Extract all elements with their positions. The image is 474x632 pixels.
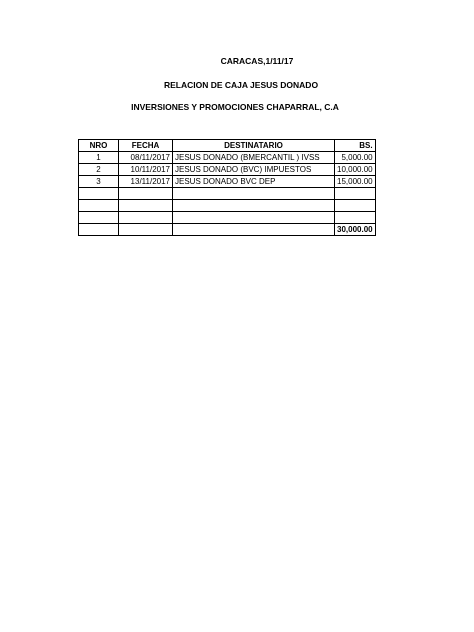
empty-row bbox=[79, 188, 376, 200]
cell-destinatario: JESUS DONADO (BMERCANTIL ) IVSS bbox=[173, 152, 335, 164]
document-date: CARACAS,1/11/17 bbox=[220, 56, 294, 66]
table-row bbox=[79, 152, 376, 164]
column-header-bs: BS. bbox=[335, 140, 376, 152]
empty-row bbox=[79, 212, 376, 224]
empty-cell bbox=[79, 200, 119, 212]
empty-cell bbox=[173, 224, 335, 236]
cell-fecha: 10/11/2017 bbox=[119, 164, 173, 176]
empty-cell bbox=[119, 212, 173, 224]
total-row bbox=[79, 224, 376, 236]
column-header-destinatario: DESTINATARIO bbox=[173, 140, 335, 152]
cell-nro: 1 bbox=[79, 152, 119, 164]
empty-row bbox=[79, 200, 376, 212]
cash-report-table bbox=[78, 139, 376, 236]
table-row bbox=[79, 176, 376, 188]
cell-fecha: 13/11/2017 bbox=[119, 176, 173, 188]
empty-cell bbox=[79, 212, 119, 224]
document-title: RELACION DE CAJA JESUS DONADO bbox=[163, 80, 319, 90]
empty-cell bbox=[335, 200, 376, 212]
cell-bs: 15,000.00 bbox=[335, 176, 376, 188]
cell-destinatario: JESUS DONADO BVC DEP bbox=[173, 176, 335, 188]
table-row bbox=[79, 164, 376, 176]
empty-cell bbox=[119, 188, 173, 200]
empty-cell bbox=[335, 212, 376, 224]
empty-cell bbox=[173, 188, 335, 200]
cell-destinatario: JESUS DONADO (BVC) IMPUESTOS bbox=[173, 164, 335, 176]
total-amount: 30,000.00 bbox=[335, 224, 376, 236]
empty-cell bbox=[119, 224, 173, 236]
empty-cell bbox=[173, 200, 335, 212]
cell-bs: 5,000.00 bbox=[335, 152, 376, 164]
cell-fecha: 08/11/2017 bbox=[119, 152, 173, 164]
empty-cell bbox=[79, 188, 119, 200]
empty-cell bbox=[79, 224, 119, 236]
cell-nro: 2 bbox=[79, 164, 119, 176]
cell-bs: 10,000.00 bbox=[335, 164, 376, 176]
empty-cell bbox=[119, 200, 173, 212]
empty-cell bbox=[335, 188, 376, 200]
column-header-fecha: FECHA bbox=[119, 140, 173, 152]
empty-cell bbox=[173, 212, 335, 224]
column-header-nro: NRO bbox=[79, 140, 119, 152]
table-header-row bbox=[79, 140, 376, 152]
cell-nro: 3 bbox=[79, 176, 119, 188]
company-name: INVERSIONES Y PROMOCIONES CHAPARRAL, C.A bbox=[131, 102, 339, 112]
